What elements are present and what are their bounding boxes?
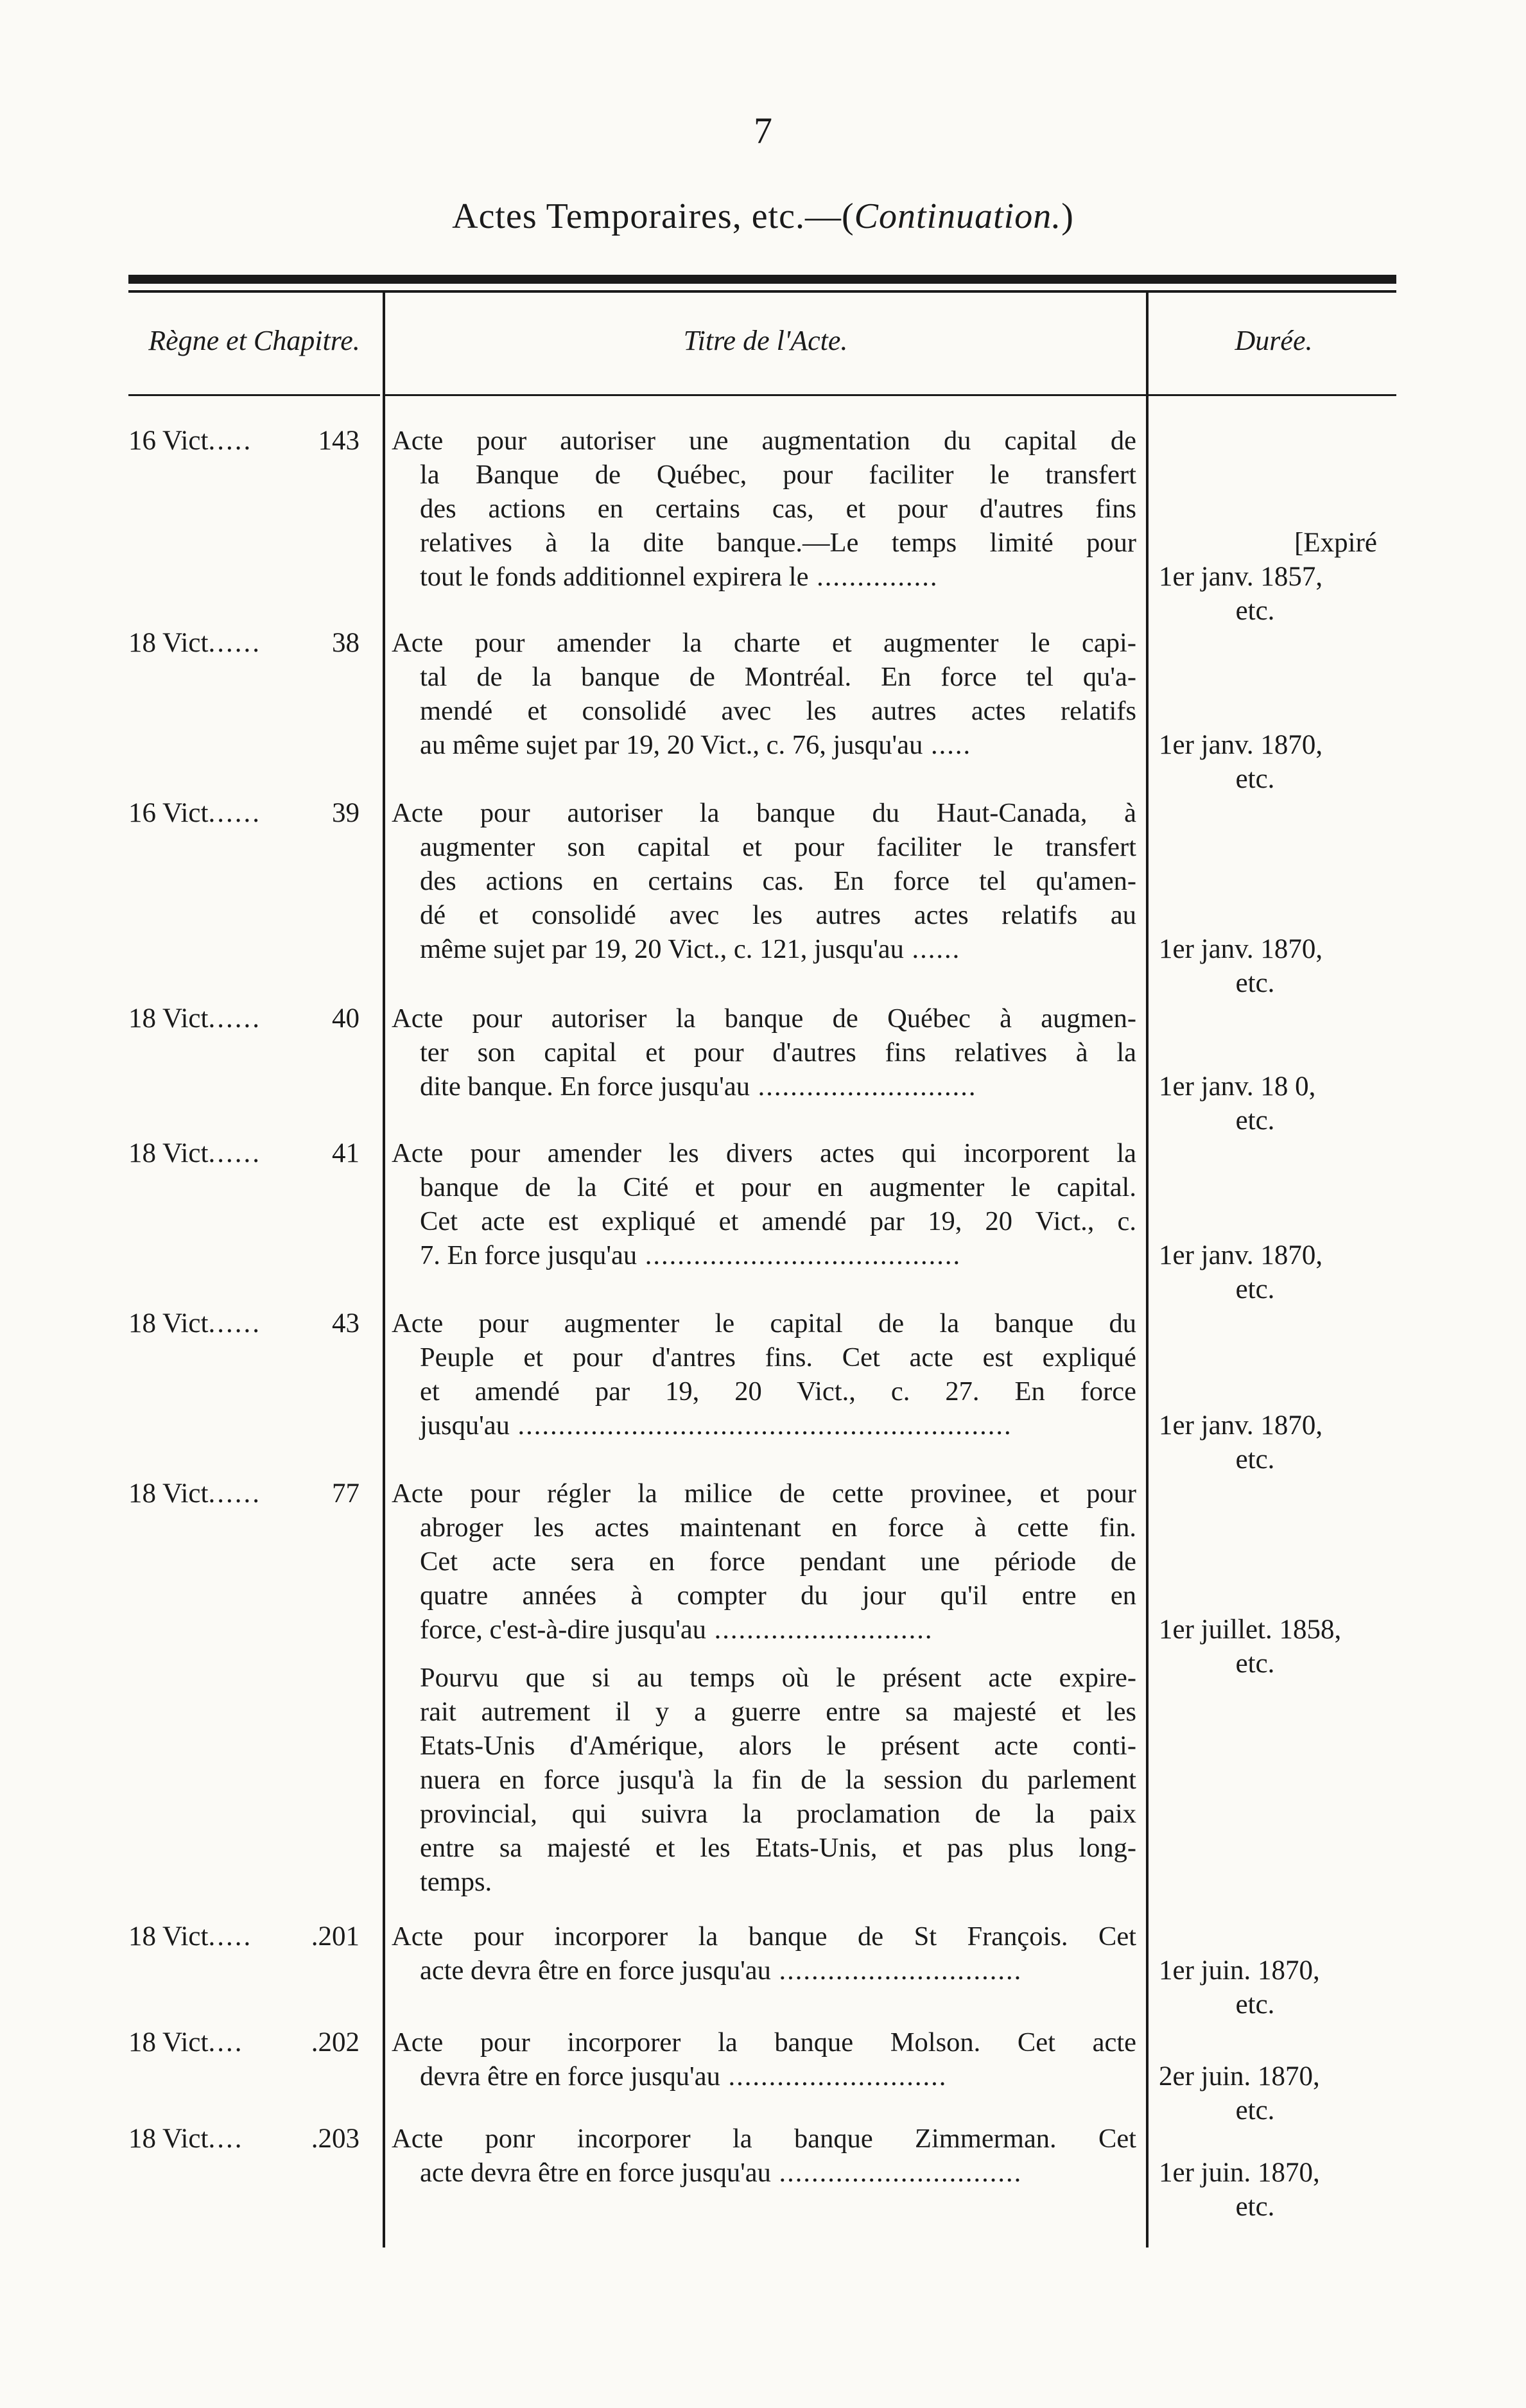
spacer: [392, 1647, 1136, 1661]
column-header-regne: Règne et Chapitre.: [148, 325, 360, 356]
act-title-line: 7. En force jusqu'au .......................................: [420, 1240, 962, 1270]
page-title-main: Actes Temporaires, etc.—(: [452, 196, 854, 236]
duree-etc: etc.: [1235, 596, 1275, 626]
regne-chapitre: [128, 1919, 365, 1953]
column-header-duree: Durée.: [1235, 325, 1313, 356]
act-title-line: dite banque. En force jusqu'au ...........................: [420, 1071, 977, 1102]
act-title-line: abroger les actes maintenant en force à cette fin.: [420, 1512, 1136, 1543]
chapitre-number: 38: [332, 628, 360, 658]
act-title-line: des actions en certains cas, et pour d'autres fins: [420, 494, 1136, 524]
chapitre-number: .202: [311, 2027, 360, 2057]
act-title-line: la Banque de Québec, pour faciliter le transfert: [420, 460, 1136, 490]
duree-expire: [Expiré: [1294, 528, 1377, 558]
proviso-line: temps.: [420, 1867, 492, 1897]
act-title-line: Acte pour augmenter le capital de la banque du: [392, 1308, 1136, 1338]
act-title-line: tout le fonds additionnel expirera le ...............: [420, 562, 939, 592]
act-title-line: Acte pour incorporer la banque Molson. Cet acte: [392, 2027, 1136, 2057]
duree-date: 1er juin. 1870,: [1159, 2158, 1320, 2188]
act-title: [392, 1136, 1136, 1272]
act-title-line: Acte pour amender la charte et augmenter le capi-: [392, 628, 1136, 658]
duree-date: 1er janv. 1857,: [1159, 562, 1323, 592]
dot-leader: .....: [923, 730, 972, 760]
regne-label: 18 Vict: [128, 1003, 209, 1034]
duree-etc: etc.: [1235, 968, 1275, 998]
act-title-line: devra être en force jusqu'au ...........................: [420, 2061, 948, 2092]
duree-etc: etc.: [1235, 2095, 1275, 2126]
act-title-line: Cet acte est expliqué et amendé par 19, 20 Vict., c.: [420, 1206, 1136, 1236]
chapitre-number: 41: [332, 1138, 360, 1168]
act-title-line: banque de la Cité et pour en augmenter le capital.: [420, 1172, 1136, 1202]
act-title: [392, 1477, 1136, 1899]
act-title: [392, 2122, 1136, 2190]
regne-label: 18 Vict: [128, 628, 209, 658]
page-title-end: ): [1061, 196, 1074, 236]
column-header-titre: Titre de l'Acte.: [683, 325, 848, 356]
dot-leader: ...........................: [706, 1615, 933, 1645]
regne-chapitre: [128, 796, 365, 830]
act-title: [392, 796, 1136, 966]
chapitre-number: 43: [332, 1308, 360, 1338]
proviso-line: rait autrement il y a guerre entre sa majesté et les: [420, 1697, 1136, 1727]
act-title-line: Acte pour régler la milice de cette provinee, et pour: [392, 1478, 1136, 1509]
regne-chapitre: [128, 2025, 365, 2059]
dot-leader: .......................................: [637, 1240, 962, 1270]
duree-date: 1er janv. 18 0,: [1159, 1071, 1316, 1102]
column-header-rule-titre: [385, 394, 1146, 396]
act-title-line: jusqu'au .............................................................: [420, 1410, 1012, 1441]
act-title-line: force, c'est-à-dire jusqu'au ...........................: [420, 1615, 933, 1645]
dot-leader: ..............................: [770, 1955, 1023, 1986]
regne-label: 18 Vict: [128, 1478, 209, 1509]
act-title-line: tal de la banque de Montréal. En force tel qu'a-: [420, 662, 1136, 692]
dot-leader: ...............: [808, 562, 939, 592]
act-title: [392, 2025, 1136, 2093]
page-number: 7: [754, 110, 772, 152]
regne-chapitre: [128, 1001, 365, 1035]
regne-dots: .....: [208, 1921, 253, 1952]
act-title-line: mendé et consolidé avec les autres actes relatifs: [420, 696, 1136, 726]
act-title-line: relatives à la dite banque.—Le temps limité pour: [420, 528, 1136, 558]
duree-date: 1er janv. 1870,: [1159, 1240, 1323, 1270]
column-header-rule-regne: [128, 394, 380, 396]
dot-leader: ...........................: [720, 2061, 948, 2092]
proviso-line: nuera en force jusqu'à la fin de la session du parlement: [420, 1765, 1136, 1795]
duree-etc: etc.: [1235, 1649, 1275, 1679]
page-title-italic: Continuation.: [854, 196, 1062, 236]
chapitre-number: 39: [332, 798, 360, 828]
act-title: [392, 424, 1136, 594]
dot-leader: ...........................: [749, 1071, 977, 1102]
regne-label: 18 Vict: [128, 1921, 209, 1952]
act-title-line: Acte pour incorporer la banque de St François. Cet: [392, 1921, 1136, 1952]
regne-label: 16 Vict: [128, 426, 209, 456]
proviso-line: Etats-Unis d'Amérique, alors le présent acte conti-: [420, 1731, 1136, 1761]
act-title: [392, 1919, 1136, 1988]
duree-etc: etc.: [1235, 2192, 1275, 2222]
act-title-line: et amendé par 19, 20 Vict., c. 27. En force: [420, 1376, 1136, 1407]
regne-dots: ......: [208, 628, 261, 658]
regne-dots: ....: [208, 2124, 244, 2154]
column-divider-left: [383, 293, 385, 2248]
duree-date: 1er juillet. 1858,: [1159, 1615, 1342, 1645]
regne-label: 18 Vict: [128, 1308, 209, 1338]
act-title-line: Acte ponr incorporer la banque Zimmerman. Cet: [392, 2124, 1136, 2154]
act-title: [392, 1306, 1136, 1442]
act-title-line: Acte pour autoriser la banque du Haut-Canada, à: [392, 798, 1136, 828]
act-title-line: Cet acte sera en force pendant une période de: [420, 1546, 1136, 1577]
chapitre-number: .201: [311, 1921, 360, 1952]
chapitre-number: 77: [332, 1478, 360, 1509]
duree-date: 1er janv. 1870,: [1159, 1410, 1323, 1441]
duree-date: 1er janv. 1870,: [1159, 730, 1323, 760]
dot-leader: ..............................: [770, 2158, 1023, 2188]
duree-etc: etc.: [1235, 764, 1275, 794]
regne-dots: ....: [208, 2027, 244, 2057]
chapitre-number: .203: [311, 2124, 360, 2154]
chapitre-number: 143: [318, 426, 360, 456]
column-header-rule-duree: [1149, 394, 1396, 396]
act-title-line: acte devra être en force jusqu'au ..............................: [420, 1955, 1023, 1986]
act-title-line: Acte pour amender les divers actes qui incorporent la: [392, 1138, 1136, 1168]
regne-label: 16 Vict: [128, 798, 209, 828]
act-title-line: au même sujet par 19, 20 Vict., c. 76, jusqu'au .....: [420, 730, 972, 760]
regne-dots: ......: [208, 1478, 261, 1509]
duree-etc: etc.: [1235, 1444, 1275, 1475]
dot-leader: .............................................................: [509, 1410, 1012, 1441]
regne-dots: .....: [208, 426, 253, 456]
regne-chapitre: [128, 626, 365, 660]
page-title: [0, 196, 1526, 237]
regne-chapitre: [128, 1477, 365, 1511]
act-title-line: acte devra être en force jusqu'au ..............................: [420, 2158, 1023, 2188]
act-title-line: Acte pour autoriser une augmentation du capital de: [392, 426, 1136, 456]
regne-label: 18 Vict: [128, 1138, 209, 1168]
act-title-line: augmenter son capital et pour faciliter le transfert: [420, 832, 1136, 862]
duree-etc: etc.: [1235, 1989, 1275, 2020]
duree-etc: etc.: [1235, 1274, 1275, 1304]
header-rule-thin: [128, 290, 1396, 293]
regne-label: 18 Vict: [128, 2124, 209, 2154]
dot-leader: ......: [903, 934, 961, 964]
act-title: [392, 626, 1136, 762]
regne-chapitre: [128, 424, 365, 458]
duree-date: 1er juin. 1870,: [1159, 1955, 1320, 1986]
act-title-line: même sujet par 19, 20 Vict., c. 121, jusqu'au ......: [420, 934, 961, 964]
regne-label: 18 Vict: [128, 2027, 209, 2057]
act-title-line: Acte pour autoriser la banque de Québec à augmen-: [392, 1003, 1136, 1034]
column-divider-right: [1146, 293, 1149, 2248]
act-title-line: quatre années à compter du jour qu'il entre en: [420, 1581, 1136, 1611]
regne-dots: ......: [208, 798, 261, 828]
regne-dots: ......: [208, 1138, 261, 1168]
act-title-line: des actions en certains cas. En force tel qu'amen-: [420, 866, 1136, 896]
duree-date: 2er juin. 1870,: [1159, 2061, 1320, 2092]
regne-chapitre: [128, 2122, 365, 2156]
regne-chapitre: [128, 1306, 365, 1340]
act-title-line: Peuple et pour d'antres fins. Cet acte est expliqué: [420, 1342, 1136, 1373]
header-rule-thick: [128, 275, 1396, 284]
proviso-line: provincial, qui suivra la proclamation de la paix: [420, 1799, 1136, 1829]
proviso-line: entre sa majesté et les Etats-Unis, et pas plus long-: [420, 1833, 1136, 1863]
chapitre-number: 40: [332, 1003, 360, 1034]
duree-etc: etc.: [1235, 1105, 1275, 1136]
act-title-line: ter son capital et pour d'autres fins relatives à la: [420, 1037, 1136, 1068]
regne-chapitre: [128, 1136, 365, 1170]
regne-dots: ......: [208, 1003, 261, 1034]
regne-dots: ......: [208, 1308, 261, 1338]
duree-date: 1er janv. 1870,: [1159, 934, 1323, 964]
act-title: [392, 1001, 1136, 1104]
act-title-line: dé et consolidé avec les autres actes relatifs au: [420, 900, 1136, 930]
proviso-line: Pourvu que si au temps où le présent acte expire-: [420, 1663, 1136, 1693]
